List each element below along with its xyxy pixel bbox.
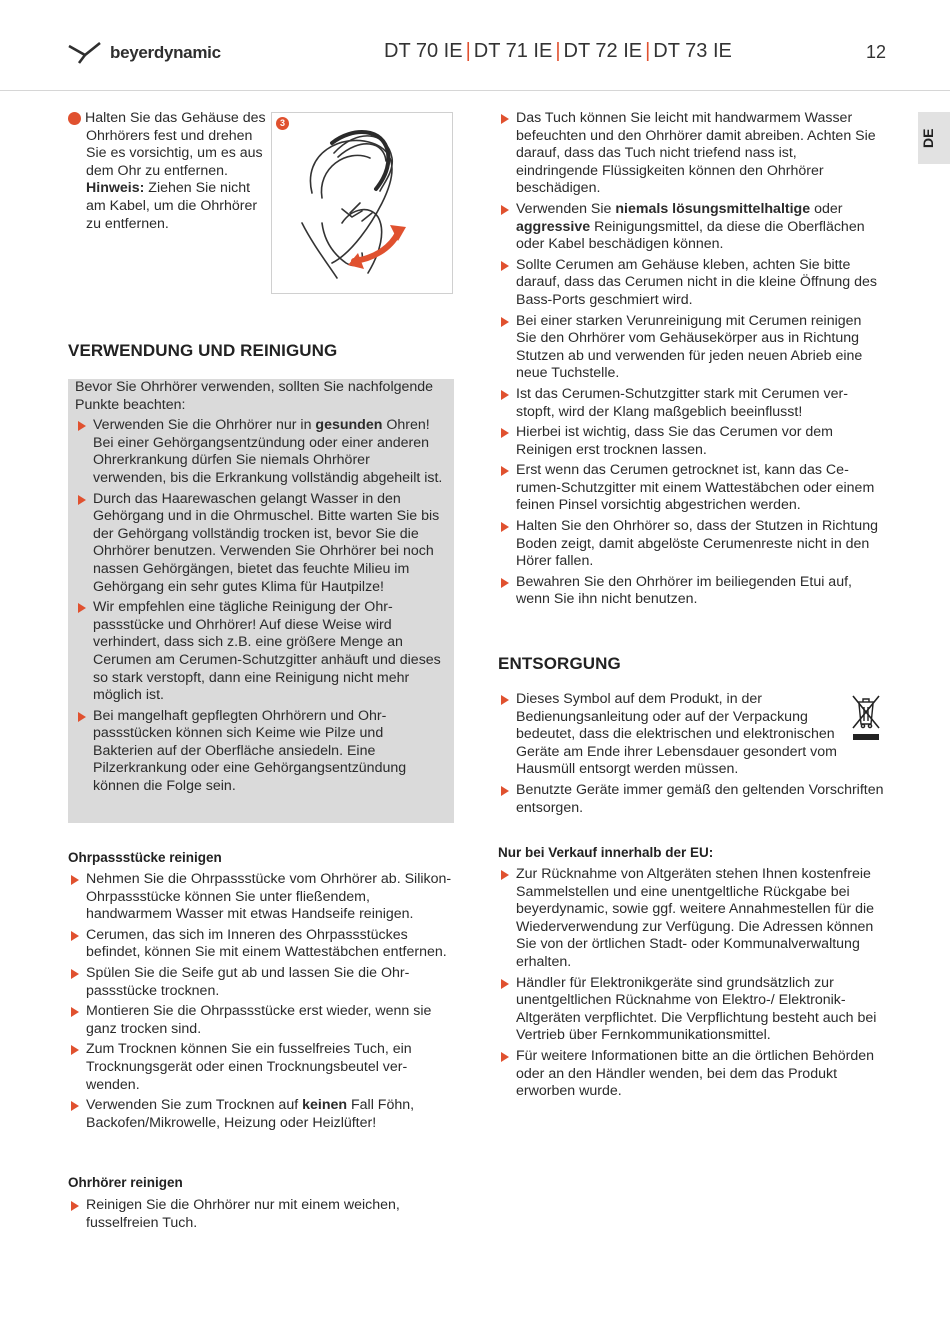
ear-removal-icon	[272, 113, 452, 293]
earphones-list	[68, 1197, 454, 1235]
removal-illustration	[271, 112, 453, 294]
page-header	[0, 0, 950, 91]
list-item: Hierbei ist wichtig, dass Sie das Cerumen vor dem Reinigen erst trocknen lassen.	[498, 424, 880, 459]
list-item: Verwenden Sie zum Trocknen auf keinen Fall Föhn, Backofen/Mikrowelle, Heizung oder Heizlüfter!	[68, 1097, 454, 1132]
list-item: Durch das Haarewaschen gelangt Wasser in den Gehörgang und in die Ohrmuschel. Bitte warten Sie bis der Gehörgang vollständig trocken ist, bevor Sie die Ohrhörer benutzen. Verwenden Sie Ohrhörer bei noch nassen Gehörgängen, bietet das feuchte Milieu im Gehörgang ein sehr gutes Klima für Hautpilze!	[75, 491, 447, 597]
language-tab	[918, 112, 950, 164]
list-item: Erst wenn das Cerumen getrocknet ist, kann das Cerumen-Schutzgitter mit einem Wattestäbchen oder einem feinen Pinsel vorsichtig abgestrichen werden.	[498, 462, 880, 515]
list-item: Reinigen Sie die Ohrhörer nur mit einem weichen, fusselfreien Tuch.	[68, 1197, 454, 1232]
model-name: DT 70 IE	[384, 40, 463, 62]
list-item: Für weitere Informationen bitte an die örtlichen Behörden oder an den Händler wenden, bei dem das Produkt erworben wurde.	[498, 1048, 880, 1101]
eu-disposal-list	[498, 866, 880, 1104]
precautions-list	[75, 417, 447, 795]
subsection-title-earpieces: Ohrpassstücke reinigen	[68, 850, 222, 865]
page-number: 12	[866, 42, 887, 62]
hint-label: Hinweis:	[86, 180, 145, 197]
step-3-text	[62, 110, 268, 233]
section-title-disposal: ENTSORGUNG	[498, 654, 621, 673]
list-item: Zur Rücknahme von Altgeräten stehen Ihnen kostenfreie Sammelstellen und eine unentgeltliche Rückgabe bei beyerdynamic, sowie ggf. weitere Annahmestellen für die Wiederverwendung zur Verfügung. Die Adressen können Sie von der örtlichen Stadt- oder Kommunalverwaltung erhalten.	[498, 866, 880, 972]
list-item: Das Tuch können Sie leicht mit handwarmem Wasser befeuchten und den Ohrhörer damit abreiben. Achten Sie darauf, dass das Tuch nicht triefend nass ist, eindringende Flüssigkeiten können den Ohrhörer beschädigen.	[498, 110, 880, 198]
brand-name: beyerdynamic	[110, 43, 221, 62]
cleaning-list	[498, 110, 880, 612]
list-item: Verwenden Sie niemals lösungsmittelhaltige oder aggressive Reinigungsmittel, da diese die Oberflächen oder Kabel beschädigen können.	[498, 201, 880, 254]
list-item: Zum Trocknen können Sie ein fusselfreies Tuch, ein Trocknungsgerät oder einen Trocknungsbeutel verwenden.	[68, 1041, 454, 1094]
list-item: Bewahren Sie den Ohrhörer im beiliegenden Etui auf, wenn Sie ihn nicht benutzen.	[498, 574, 880, 609]
list-item: Montieren Sie die Ohrpassstücke erst wieder, wenn sie ganz trocken sind.	[68, 1003, 454, 1038]
figure-number-badge: 3	[276, 117, 289, 130]
weee-symbol	[851, 694, 881, 747]
list-item: Händler für Elektronikgeräte sind grundsätzlich zur unentgeltlichen Rücknahme von Elektro-/ Elektronik-Altgeräten verpflichtet. Die Verpflichtung besteht auch bei Vertrieb über Fernkommunikationsmittel.	[498, 975, 880, 1045]
earpieces-list	[68, 871, 454, 1135]
list-item: Dieses Symbol auf dem Produkt, in der Bedienungsanleitung oder auf der Verpackung bedeutet, dass die elektrischen und elektronischen Geräte am Ende ihrer Lebensdauer gesondert vom Hausmüll entsorgt werden müssen.	[498, 691, 842, 779]
hint-text: Ziehen Sie nicht am Kabel, um die Ohrhörer zu entfernen.	[86, 180, 258, 232]
precautions-intro: Bevor Sie Ohrhörer verwenden, sollten Sie nachfolgende Punkte beachten:	[75, 379, 434, 413]
list-item: Verwenden Sie die Ohrhörer nur in gesunden Ohren! Bei einer Gehörgangsentzündung oder einer anderen Ohrerkrankung dürfen Sie niemals Ohrhörer verwenden, bis die Erkrankung vollständig abgeheilt ist.	[75, 417, 447, 487]
subsection-title-earphones: Ohrhörer reinigen	[68, 1175, 183, 1190]
model-name: DT 73 IE	[653, 40, 732, 62]
language-label: DE	[920, 128, 936, 148]
model-name: DT 72 IE	[563, 40, 643, 62]
step-instruction: Halten Sie das Gehäuse des Ohrhörers fest und drehen Sie es vorsichtig, um es aus dem Ohr zu entfernen.	[85, 110, 266, 179]
brand-logo	[68, 42, 221, 64]
precautions-box	[68, 379, 454, 823]
list-item: Sollte Cerumen am Gehäuse kleben, achten Sie bitte darauf, dass das Cerumen nicht in die kleine Öffnung des Bass-Ports geschmiert wird.	[498, 257, 880, 310]
section-title-usage: VERWENDUNG UND REINIGUNG	[68, 341, 338, 360]
list-item: Spülen Sie die Seife gut ab und lassen Sie die Ohrpassstücke trocknen.	[68, 965, 454, 1000]
list-item: Bei einer starken Verunreinigung mit Cerumen reinigen Sie den Ohrhörer vom Gehäusekörper aus in Richtung Stutzen ab und verwenden für jeden neuen Abrieb eine neue Tuchstelle.	[498, 313, 880, 383]
list-item: Cerumen, das sich im Inneren des Ohrpassstückes befindet, können Sie mit einem Wattestäbchen entfernen.	[68, 927, 454, 962]
subsection-title-eu: Nur bei Verkauf innerhalb der EU:	[498, 845, 714, 860]
disposal-list	[498, 691, 884, 820]
list-item: Nehmen Sie die Ohrpassstücke vom Ohrhörer ab. Silikon-Ohrpassstücke können Sie unter fließendem, handwarmem Wasser mit etwas Handseife reinigen.	[68, 871, 454, 924]
beyerdynamic-logo-icon	[68, 42, 102, 64]
step-number-badge: 3	[68, 112, 81, 125]
crossed-bin-icon	[851, 694, 881, 742]
model-list: DT 70 IE | DT 71 IE | DT 72 IE | DT 73 IE	[384, 40, 732, 62]
list-item: Bei mangelhaft gepflegten Ohrhörern und Ohrpassstücken können sich Keime wie Pilze und Bakterien auf der Oberfläche ansiedeln. Eine Pilzerkrankung oder eine Gehörgangsentzündung können die Folge sein.	[75, 708, 447, 796]
list-item: Benutzte Geräte immer gemäß den geltenden Vorschriften entsorgen.	[498, 782, 898, 817]
list-item: Wir empfehlen eine tägliche Reinigung der Ohrpassstücke und Ohrhörer! Auf diese Weise wird verhindert, dass sich z.B. eine größere Menge an Cerumen am Cerumen-Schutzgitter anhäuft und dieses so stark verstopft, dann eine Reinigung nicht mehr möglich ist.	[75, 599, 447, 705]
model-name: DT 71 IE	[473, 40, 553, 62]
list-item: Ist das Cerumen-Schutzgitter stark mit Cerumen verstopft, wird der Klang maßgeblich beeinflusst!	[498, 386, 880, 421]
list-item: Halten Sie den Ohrhörer so, dass der Stutzen in Richtung Boden zeigt, damit abgelöste Cerumenreste nicht in den Hörer fallen.	[498, 518, 880, 571]
